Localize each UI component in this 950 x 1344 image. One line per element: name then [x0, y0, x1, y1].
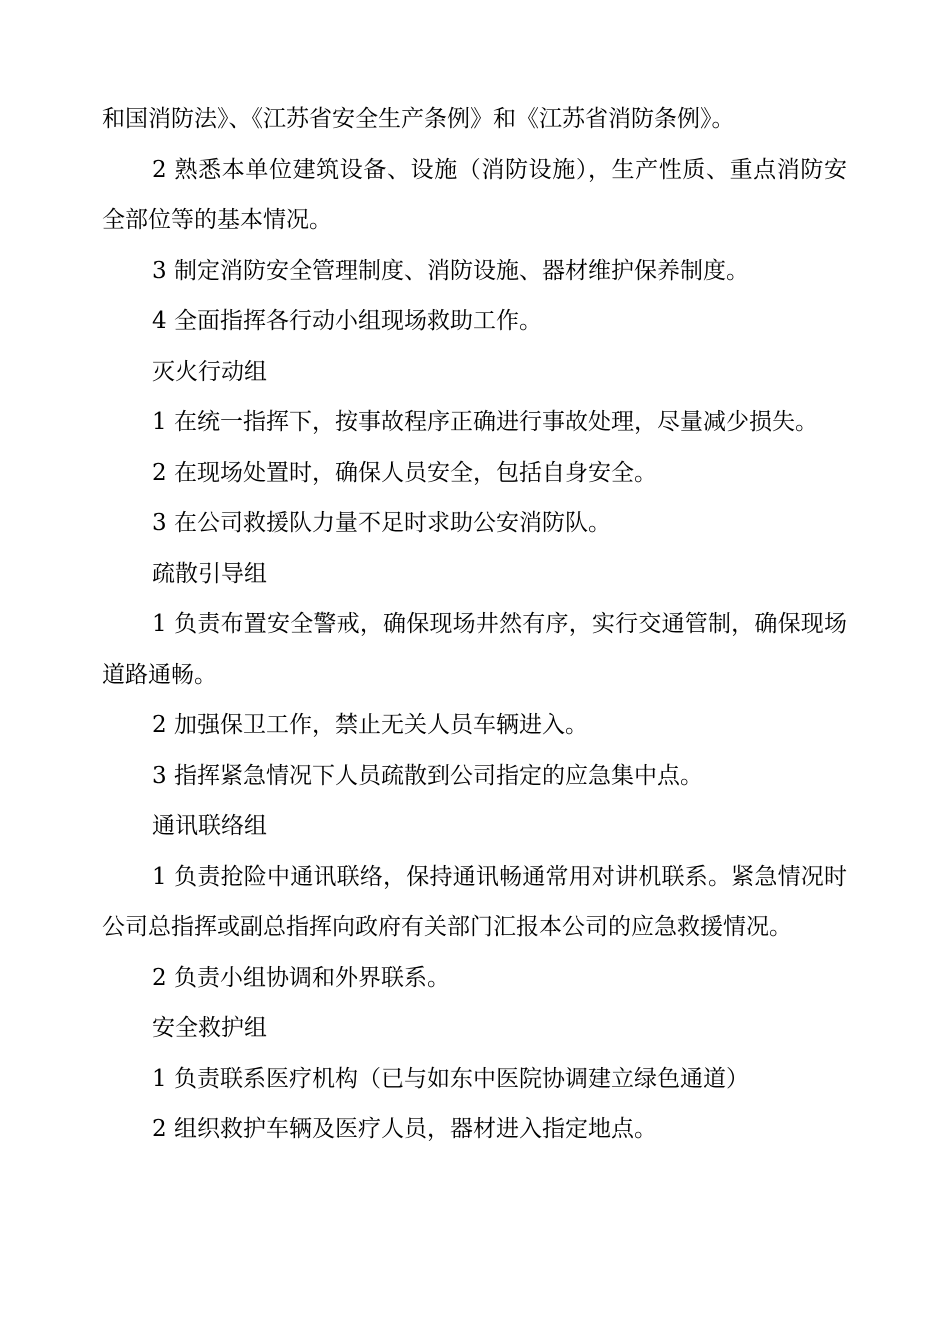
section-heading-firefighting: 灭火行动组	[152, 358, 267, 385]
section-heading-rescue: 安全救护组	[152, 1015, 267, 1041]
evacuation-duty-3: 3 指挥紧急情况下人员疏散到公司指定的应急集中点。	[152, 762, 703, 789]
section-heading-evacuation: 疏散引导组	[152, 560, 267, 587]
evacuation-duty-2: 2 加强保卫工作，禁止无关人员车辆进入。	[152, 712, 588, 738]
section-heading-communication: 通讯联络组	[152, 813, 267, 839]
rescue-duty-2: 2 组织救护车辆及医疗人员，器材进入指定地点。	[152, 1116, 657, 1142]
commander-duty-2: 2 熟悉本单位建筑设备、设施（消防设施），生产性质、重点消防安全部位等的基本情况。	[102, 156, 847, 233]
communication-duty-2: 2 负责小组协调和外界联系。	[152, 964, 450, 991]
firefighting-duty-1: 1 在统一指挥下，按事故程序正确进行事故处理，尽量减少损失。	[152, 409, 818, 435]
commander-duty-4: 4 全面指挥各行动小组现场救助工作。	[152, 308, 542, 334]
evacuation-duty-1: 1 负责布置安全警戒，确保现场井然有序，实行交通管制，确保现场道路通畅。	[102, 611, 847, 688]
rescue-duty-1: 1 负责联系医疗机构（已与如东中医院协调建立绿色通道）	[152, 1065, 749, 1092]
firefighting-duty-2: 2 在现场处置时，确保人员安全，包括自身安全。	[152, 459, 657, 486]
firefighting-duty-3: 3 在公司救援队力量不足时求助公安消防队。	[152, 510, 611, 536]
commander-duty-3: 3 制定消防安全管理制度、消防设施、器材维护保养制度。	[152, 257, 749, 284]
continued-paragraph: 和国消防法》、《江苏省安全生产条例》和《江苏省消防条例》。	[102, 106, 735, 132]
document-body	[102, 94, 847, 1155]
communication-duty-1: 1 负责抢险中通讯联络，保持通讯畅通常用对讲机联系。紧急情况时公司总指挥或副总指挥向政府有关部门汇报本公司的应急救援情况。	[102, 863, 847, 940]
